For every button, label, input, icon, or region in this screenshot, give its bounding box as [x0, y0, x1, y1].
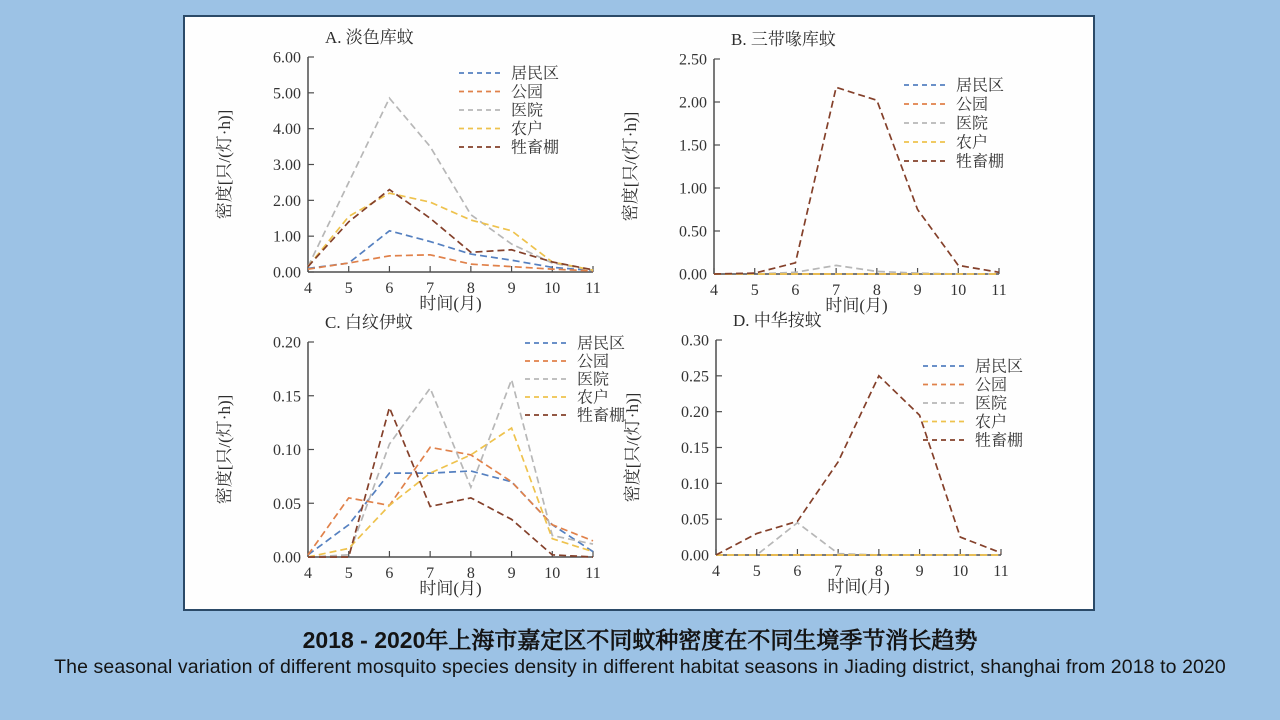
legend-label-hospital: 医院: [975, 395, 1008, 413]
x-axis-label: 时间(月): [419, 579, 482, 598]
y-tick-label: 3.00: [273, 157, 301, 174]
series-line-park: [308, 447, 593, 554]
y-tick-label: 2.00: [273, 192, 301, 210]
y-tick-label: 6.00: [273, 49, 301, 67]
x-tick-label: 7: [834, 563, 843, 580]
legend-label-livestock: 牲畜棚: [975, 432, 1024, 450]
x-tick-label: 10: [952, 563, 969, 580]
y-tick-label: 0.15: [681, 440, 709, 457]
legend-label-farm: 农户: [511, 121, 544, 138]
y-tick-label: 0.25: [681, 368, 709, 386]
legend-label-livestock: 牲畜棚: [511, 139, 560, 157]
x-tick-label: 10: [950, 282, 967, 299]
y-axis-label: 密度[只/(灯·h)]: [215, 109, 234, 220]
y-tick-label: 1.50: [679, 137, 707, 155]
chart-B-svg: [609, 19, 1039, 319]
legend-label-farm: 农户: [956, 134, 989, 152]
legend-label-hospital: 医院: [577, 371, 610, 389]
chart-D-svg: [611, 300, 1041, 600]
x-tick-label: 7: [426, 565, 435, 582]
series-line-livestock: [308, 190, 593, 270]
chart-A-svg: [203, 17, 633, 317]
x-tick-label: 8: [872, 282, 881, 299]
caption-english: The seasonal variation of different mosquito species density in different habitat seasons in Jiading district, shanghai from 2018 to 2020: [54, 656, 1226, 678]
y-tick-label: 0.00: [273, 264, 301, 282]
chart-title: D. 中华按蚊: [733, 311, 822, 330]
legend-label-residential: 居民区: [577, 335, 626, 353]
legend-label-farm: 农户: [577, 389, 610, 407]
x-tick-label: 10: [544, 280, 561, 297]
x-tick-label: 4: [710, 282, 718, 299]
x-tick-label: 9: [913, 282, 922, 299]
x-tick-label: 9: [507, 565, 516, 582]
chart-title: B. 三带喙库蚊: [731, 30, 836, 49]
chart-title: A. 淡色库蚊: [325, 28, 414, 47]
series-line-hospital: [308, 380, 593, 557]
x-tick-label: 7: [832, 282, 841, 299]
series-line-hospital: [716, 523, 1001, 555]
legend-label-livestock: 牲畜棚: [956, 153, 1005, 171]
y-axis-label: 密度[只/(灯·h)]: [215, 394, 234, 505]
legend-label-hospital: 医院: [956, 115, 989, 133]
y-tick-label: 0.15: [273, 388, 301, 406]
series-line-farm: [308, 428, 593, 557]
x-tick-label: 5: [750, 282, 759, 299]
x-tick-label: 11: [585, 280, 601, 297]
y-tick-label: 1.00: [273, 228, 301, 246]
series-line-hospital: [714, 265, 999, 274]
chart-culex-pipiens-pallens: [203, 17, 633, 317]
x-tick-label: 6: [385, 280, 394, 297]
x-tick-label: 8: [466, 565, 475, 582]
y-tick-label: 0.20: [681, 404, 709, 422]
x-tick-label: 11: [991, 282, 1007, 299]
x-axis-label: 时间(月): [827, 577, 890, 596]
y-tick-label: 0.30: [681, 332, 709, 350]
y-tick-label: 0.50: [679, 223, 707, 241]
chart-aedes-albopictus: [203, 302, 633, 602]
chart-C-svg: [203, 302, 633, 602]
x-tick-label: 8: [874, 563, 883, 580]
y-axis-label: 密度[只/(灯·h)]: [621, 111, 640, 222]
series-line-livestock: [308, 408, 593, 557]
chart-title: C. 白纹伊蚊: [325, 313, 413, 332]
y-tick-label: 0.00: [679, 266, 707, 284]
y-tick-label: 0.10: [273, 442, 301, 459]
x-tick-label: 8: [466, 280, 475, 297]
y-tick-label: 0.00: [681, 547, 709, 565]
x-tick-label: 5: [344, 565, 353, 582]
x-tick-label: 11: [993, 563, 1009, 580]
y-tick-label: 0.00: [273, 549, 301, 567]
x-tick-label: 4: [304, 565, 312, 582]
y-tick-label: 0.20: [273, 334, 301, 352]
x-tick-label: 6: [793, 563, 802, 580]
series-line-residential: [308, 471, 593, 555]
series-line-hospital: [308, 98, 593, 270]
series-line-livestock: [716, 376, 1001, 555]
x-tick-label: 5: [752, 563, 761, 580]
x-tick-label: 4: [304, 280, 312, 297]
legend-label-livestock: 牲畜棚: [577, 407, 626, 425]
caption-chinese: 2018 - 2020年上海市嘉定区不同蚊种密度在不同生境季节消长趋势: [302, 627, 978, 653]
x-tick-label: 6: [385, 565, 394, 582]
legend-label-park: 公园: [577, 353, 610, 371]
legend-label-residential: 居民区: [956, 77, 1005, 95]
x-tick-label: 6: [791, 282, 800, 299]
y-tick-label: 2.50: [679, 51, 707, 69]
x-axis-label: 时间(月): [825, 296, 888, 315]
y-axis-label: 密度[只/(灯·h)]: [623, 392, 642, 503]
chart-anopheles-sinensis: [611, 300, 1041, 600]
x-tick-label: 5: [344, 280, 353, 297]
y-tick-label: 2.00: [679, 94, 707, 112]
legend-label-residential: 居民区: [511, 65, 560, 83]
chart-culex-tritaeniorhynchus: [609, 19, 1039, 319]
x-tick-label: 9: [915, 563, 924, 580]
series-line-residential: [308, 231, 593, 271]
x-tick-label: 11: [585, 565, 601, 582]
y-tick-label: 5.00: [273, 85, 301, 103]
x-axis-label: 时间(月): [419, 294, 482, 313]
x-tick-label: 10: [544, 565, 561, 582]
y-tick-label: 1.00: [679, 180, 707, 198]
legend-label-park: 公园: [511, 84, 544, 101]
y-tick-label: 0.05: [681, 511, 709, 529]
y-tick-label: 0.10: [681, 475, 709, 493]
x-tick-label: 4: [712, 563, 720, 580]
legend-label-park: 公园: [975, 377, 1008, 394]
legend-label-hospital: 医院: [511, 102, 544, 120]
x-tick-label: 7: [426, 280, 435, 297]
x-tick-label: 9: [507, 280, 516, 297]
legend-label-residential: 居民区: [975, 358, 1024, 376]
legend-label-park: 公园: [956, 96, 989, 114]
y-tick-label: 4.00: [273, 121, 301, 139]
figure-panel: [183, 15, 1095, 611]
legend-label-farm: 农户: [975, 414, 1008, 431]
y-tick-label: 0.05: [273, 495, 301, 513]
